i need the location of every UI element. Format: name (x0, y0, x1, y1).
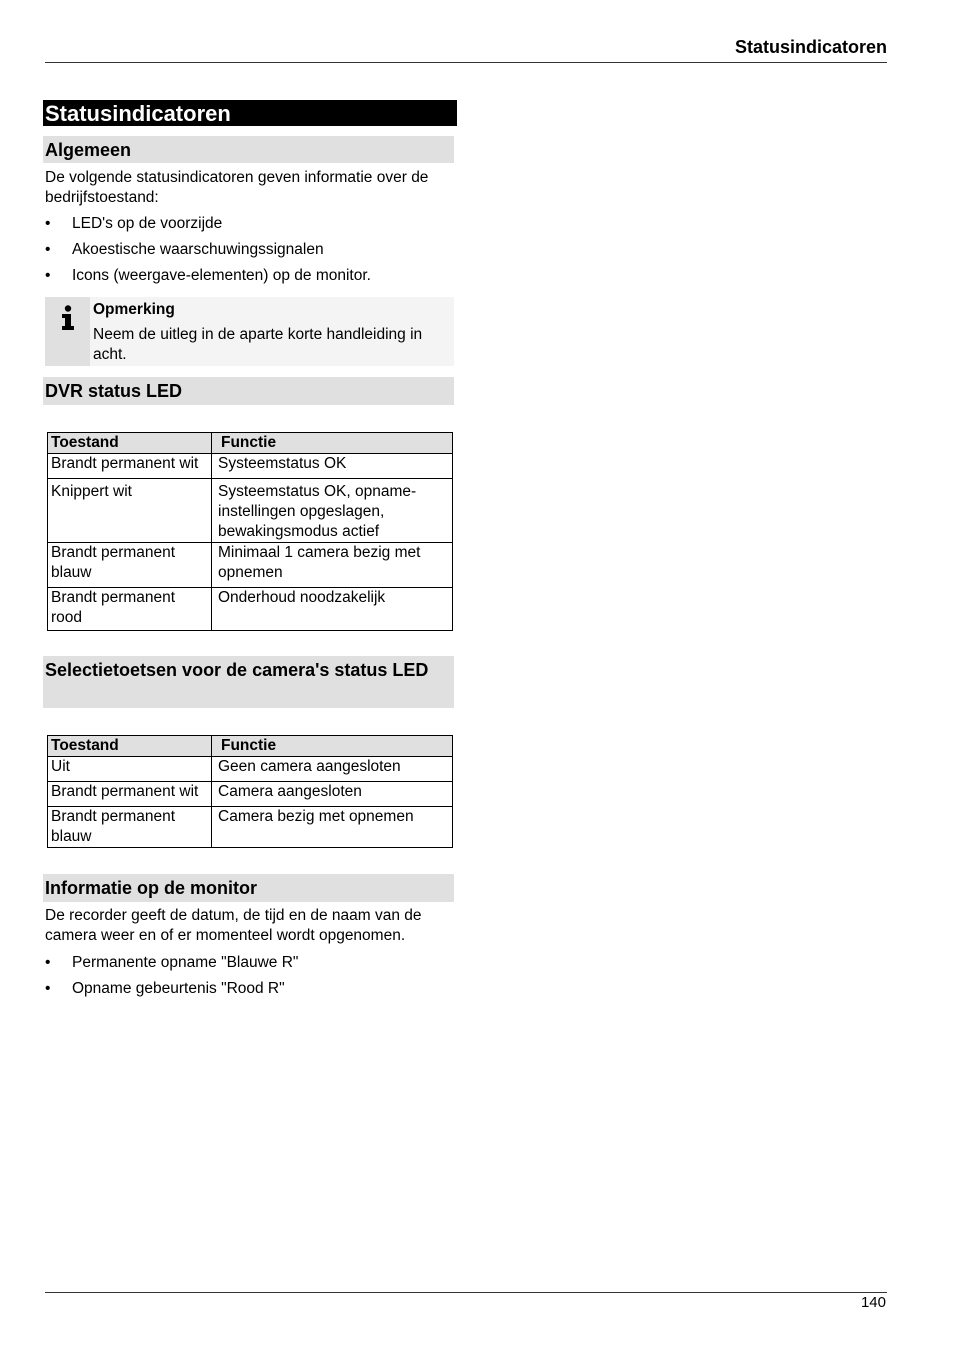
page-title: Statusindicatoren (43, 100, 457, 126)
table-cell: Brandt permanent rood (48, 588, 212, 631)
table-row (48, 588, 453, 631)
note-title: Opmerking (93, 301, 175, 318)
monitor-intro: De recorder geeft de datum, de tijd en de naam van de camera weer en of er momenteel wordt opgenomen. (45, 907, 422, 944)
table-row (48, 543, 453, 588)
running-header: Statusindicatoren (734, 37, 887, 57)
table-cell: Geen camera aangesloten (212, 757, 453, 782)
table-row (48, 454, 453, 479)
section-heading-camera: Selectietoetsen voor de camera's status LED (43, 656, 454, 708)
table-row (48, 479, 453, 543)
table-cell: Systeemstatus OK, opname-instellingen opgeslagen, bewakingsmodus actief (212, 479, 453, 543)
page-number: 140 (860, 1294, 886, 1311)
table-cell: Camera aangesloten (212, 782, 453, 807)
section-heading-algemeen: Algemeen (43, 136, 454, 163)
table-cell: Brandt permanent wit (48, 454, 212, 479)
footer-rule (45, 1292, 887, 1293)
header-rule (45, 62, 887, 63)
note-icon-column (45, 297, 90, 366)
table-cell: Brandt permanent blauw (48, 807, 212, 848)
column-header: Toestand (48, 736, 212, 757)
algemeen-intro: De volgende statusindicatoren geven informatie over de bedrijfstoestand: (45, 169, 429, 206)
bullet-dot: • (45, 241, 51, 258)
note-box (45, 297, 454, 366)
info-icon (58, 305, 78, 331)
table-cell: Brandt permanent wit (48, 782, 212, 807)
table-row (48, 782, 453, 807)
table-row (48, 807, 453, 848)
dvr-led-table (47, 432, 453, 631)
column-header: Toestand (48, 433, 212, 454)
table-cell: Systeemstatus OK (212, 454, 453, 479)
table-header-row (48, 433, 453, 454)
table-cell: Knippert wit (48, 479, 212, 543)
column-header: Functie (212, 433, 453, 454)
table-cell: Minimaal 1 camera bezig met opnemen (212, 543, 453, 588)
note-body: Neem de uitleg in de aparte korte handleiding in acht. (93, 326, 423, 363)
section-heading-dvr: DVR status LED (43, 377, 454, 405)
section-heading-monitor: Informatie op de monitor (43, 874, 454, 902)
bullet-dot: • (45, 267, 51, 284)
table-row (48, 757, 453, 782)
table-header-row (48, 736, 453, 757)
camera-led-table (47, 735, 453, 848)
table-cell: Brandt permanent blauw (48, 543, 212, 588)
table-cell: Onderhoud noodzakelijk (212, 588, 453, 631)
table-cell: Uit (48, 757, 212, 782)
column-header: Functie (212, 736, 453, 757)
table-cell: Camera bezig met opnemen (212, 807, 453, 848)
bullet-dot: • (45, 980, 51, 997)
bullet-dot: • (45, 215, 51, 232)
bullet-dot: • (45, 954, 51, 971)
